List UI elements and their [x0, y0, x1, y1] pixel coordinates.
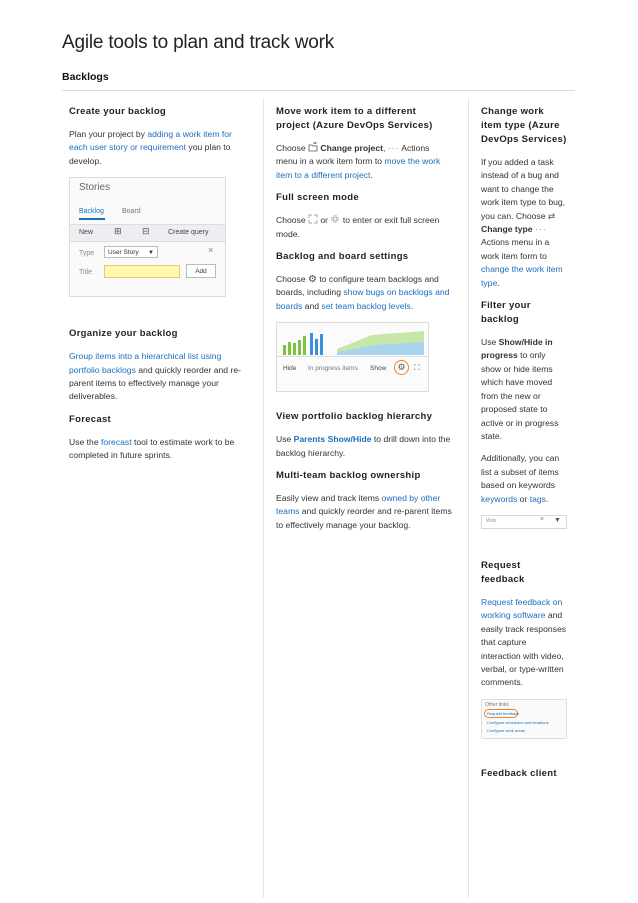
other-link: Configure schedules and iterations [487, 719, 549, 725]
link-tags[interactable]: tags [529, 493, 546, 504]
chart-bar [310, 333, 313, 355]
text: Use [276, 434, 294, 445]
paragraph-change-work-item-type [481, 156, 567, 290]
text: Additionally, you can list a subset of items based on keywords [481, 453, 560, 491]
hide-label: Hide [283, 365, 297, 373]
divider [62, 90, 575, 91]
paragraph-full-screen [276, 214, 452, 241]
text: Choose [276, 274, 309, 285]
link-set-backlog-levels[interactable]: set team backlog levels [321, 300, 411, 311]
more-actions-icon: ··· [534, 224, 547, 235]
text: . [545, 493, 549, 504]
collapse-icon [330, 214, 340, 224]
bold-text: Change type [481, 224, 533, 235]
text: tool to estimate work to be completed in future sprints. [69, 436, 235, 461]
text: Easily view and track items [276, 493, 382, 504]
gear-icon: ⚙ [308, 274, 317, 286]
gear-icon: ⚙ [394, 360, 409, 375]
text: or [318, 215, 331, 226]
heading-create-backlog: Create your backlog [69, 106, 167, 117]
chart-bar [320, 334, 323, 355]
text: Actions menu in a work item form to [481, 237, 550, 261]
heading-full-screen: Full screen mode [276, 192, 359, 204]
bold-text: Show/Hide in progress [481, 337, 553, 361]
column-divider [468, 98, 469, 898]
link-move-work-item[interactable]: move the work item to a different project [276, 156, 441, 180]
change-type-icon: ⇄ [547, 210, 556, 221]
text: Actions menu in a work item form to [276, 143, 430, 167]
close-icon: × [540, 515, 545, 523]
toolbar [70, 224, 225, 242]
chevron-down-icon: ▼ [148, 250, 154, 257]
expand-icon: ⊞ [114, 226, 122, 237]
title-input [104, 265, 180, 278]
in-progress-label: In progress items [308, 365, 358, 373]
text: . [410, 300, 414, 311]
filter-text: Web [486, 517, 497, 524]
chart-bar [283, 345, 286, 355]
chart-bar [298, 340, 301, 355]
expand-icon [308, 214, 318, 224]
other-links-title: Other links [485, 701, 509, 708]
stories-screenshot [69, 177, 226, 297]
paragraph-request-feedback [481, 596, 567, 690]
text: and easily track responses that capture interaction with video, verbal, or type-written comments. [481, 610, 567, 688]
text: Plan your project by [69, 129, 148, 139]
other-link: Request feedback [487, 710, 520, 716]
paragraph-filter-backlog [481, 336, 567, 443]
mini-charts [277, 323, 428, 357]
filter-icon: ▼ [554, 516, 561, 524]
paragraph-filter-keywords [481, 452, 567, 506]
text: Choose [276, 215, 309, 226]
other-links-screenshot [481, 699, 567, 739]
text: If you added a task instead of a bug and want to change the work item type to bug, you can. Choose [481, 157, 566, 221]
column-3 [481, 99, 567, 790]
tab-board: Board [122, 208, 141, 216]
paragraph-forecast [69, 436, 249, 463]
add-button-image: Add [186, 264, 216, 278]
type-select [104, 246, 158, 258]
heading-move-work-item: Move work item to a different project (Azure DevOps Services) [276, 106, 433, 131]
link-parents-show-hide[interactable]: Parents Show/Hide [293, 434, 372, 445]
settings-screenshot [276, 322, 429, 392]
expand-icon: ⛶ [414, 363, 420, 373]
collapse-icon: ⊟ [142, 226, 150, 237]
text: to configure team backlogs and boards, including [276, 274, 439, 298]
heading-portfolio-hierarchy: View portfolio backlog hierarchy [276, 411, 433, 423]
section-title: Backlogs [62, 71, 109, 83]
paragraph-organize-backlog [69, 350, 249, 404]
link-portfolio-backlogs[interactable]: Group items into a hierarchical list using portfolio backlogs [69, 351, 222, 375]
text: you plan to develop. [69, 142, 231, 166]
link-keywords[interactable]: keywords [481, 493, 518, 504]
create-query-label: Create query [168, 229, 209, 237]
page-title: Agile tools to plan and track work [62, 32, 335, 53]
text: and quickly reorder and re-parent items to effectively manage your deliverables. [69, 364, 241, 402]
stories-title: Stories [79, 182, 111, 194]
chart-bar [288, 342, 291, 355]
bold-text: Change project [320, 143, 383, 153]
column-2 [276, 99, 452, 541]
heading-change-work-item-type: Change work item type (Azure DevOps Services) [481, 106, 567, 145]
divider [277, 356, 428, 357]
text: . [370, 169, 373, 180]
text: or [517, 493, 530, 504]
link-show-bugs[interactable]: show bugs on backlogs and boards [276, 287, 450, 311]
link-request-feedback[interactable]: Request feedback on working software [481, 596, 563, 621]
text: to drill down into the backlog hierarchy. [276, 434, 451, 458]
type-label: Type [79, 250, 95, 258]
heading-organize-backlog: Organize your backlog [69, 328, 178, 340]
text: Use the [69, 436, 102, 447]
link-add-work-item[interactable]: adding a work item for each user story or requirement [69, 129, 232, 153]
link-change-work-item-type[interactable]: change the work item type [481, 264, 563, 288]
text: to enter or exit full screen mode. [276, 215, 440, 239]
heading-multi-team: Multi-team backlog ownership [276, 470, 421, 482]
tab-backlog: Backlog [79, 208, 104, 216]
chart-bar [293, 343, 296, 355]
paragraph-move-work-item [276, 142, 452, 182]
heading-backlog-settings: Backlog and board settings [276, 251, 409, 263]
other-link: Configure work areas [487, 727, 526, 733]
change-project-icon [308, 142, 318, 152]
filter-screenshot [481, 515, 567, 529]
text: Choose [276, 143, 309, 153]
text: and quickly reorder and re-parent items to effectively manage your backlog. [276, 506, 452, 530]
title-label: Title [79, 269, 92, 277]
close-icon: × [208, 245, 214, 256]
heading-filter-backlog: Filter your backlog [481, 300, 531, 326]
column-1 [69, 99, 249, 472]
heading-forecast: Forecast [69, 413, 112, 425]
show-label: Show [370, 365, 387, 373]
more-actions-icon: ··· [387, 143, 400, 153]
paragraph-backlog-settings [276, 273, 452, 313]
heading-request-feedback: Request feedback [481, 559, 525, 585]
column-divider [263, 98, 264, 898]
paragraph-multi-team [276, 492, 452, 532]
link-forecast[interactable]: forecast [101, 436, 132, 447]
new-label: New [79, 229, 94, 237]
chart-bar [315, 339, 318, 355]
text: . [497, 277, 500, 288]
text: Use [481, 337, 499, 348]
text: and [302, 300, 322, 311]
paragraph-portfolio-hierarchy [276, 433, 452, 460]
heading-feedback-client: Feedback client [481, 767, 557, 779]
tab-underline [79, 218, 105, 220]
chart-bar [303, 336, 306, 355]
type-value: User Story [108, 249, 139, 257]
text: , [382, 143, 388, 153]
text: to only show or hide items which have moved from the new or proposed state to active or in progress state. [481, 350, 559, 441]
paragraph-create-backlog [69, 128, 249, 168]
link-owned-by-other-teams[interactable]: owned by other teams [276, 493, 441, 517]
